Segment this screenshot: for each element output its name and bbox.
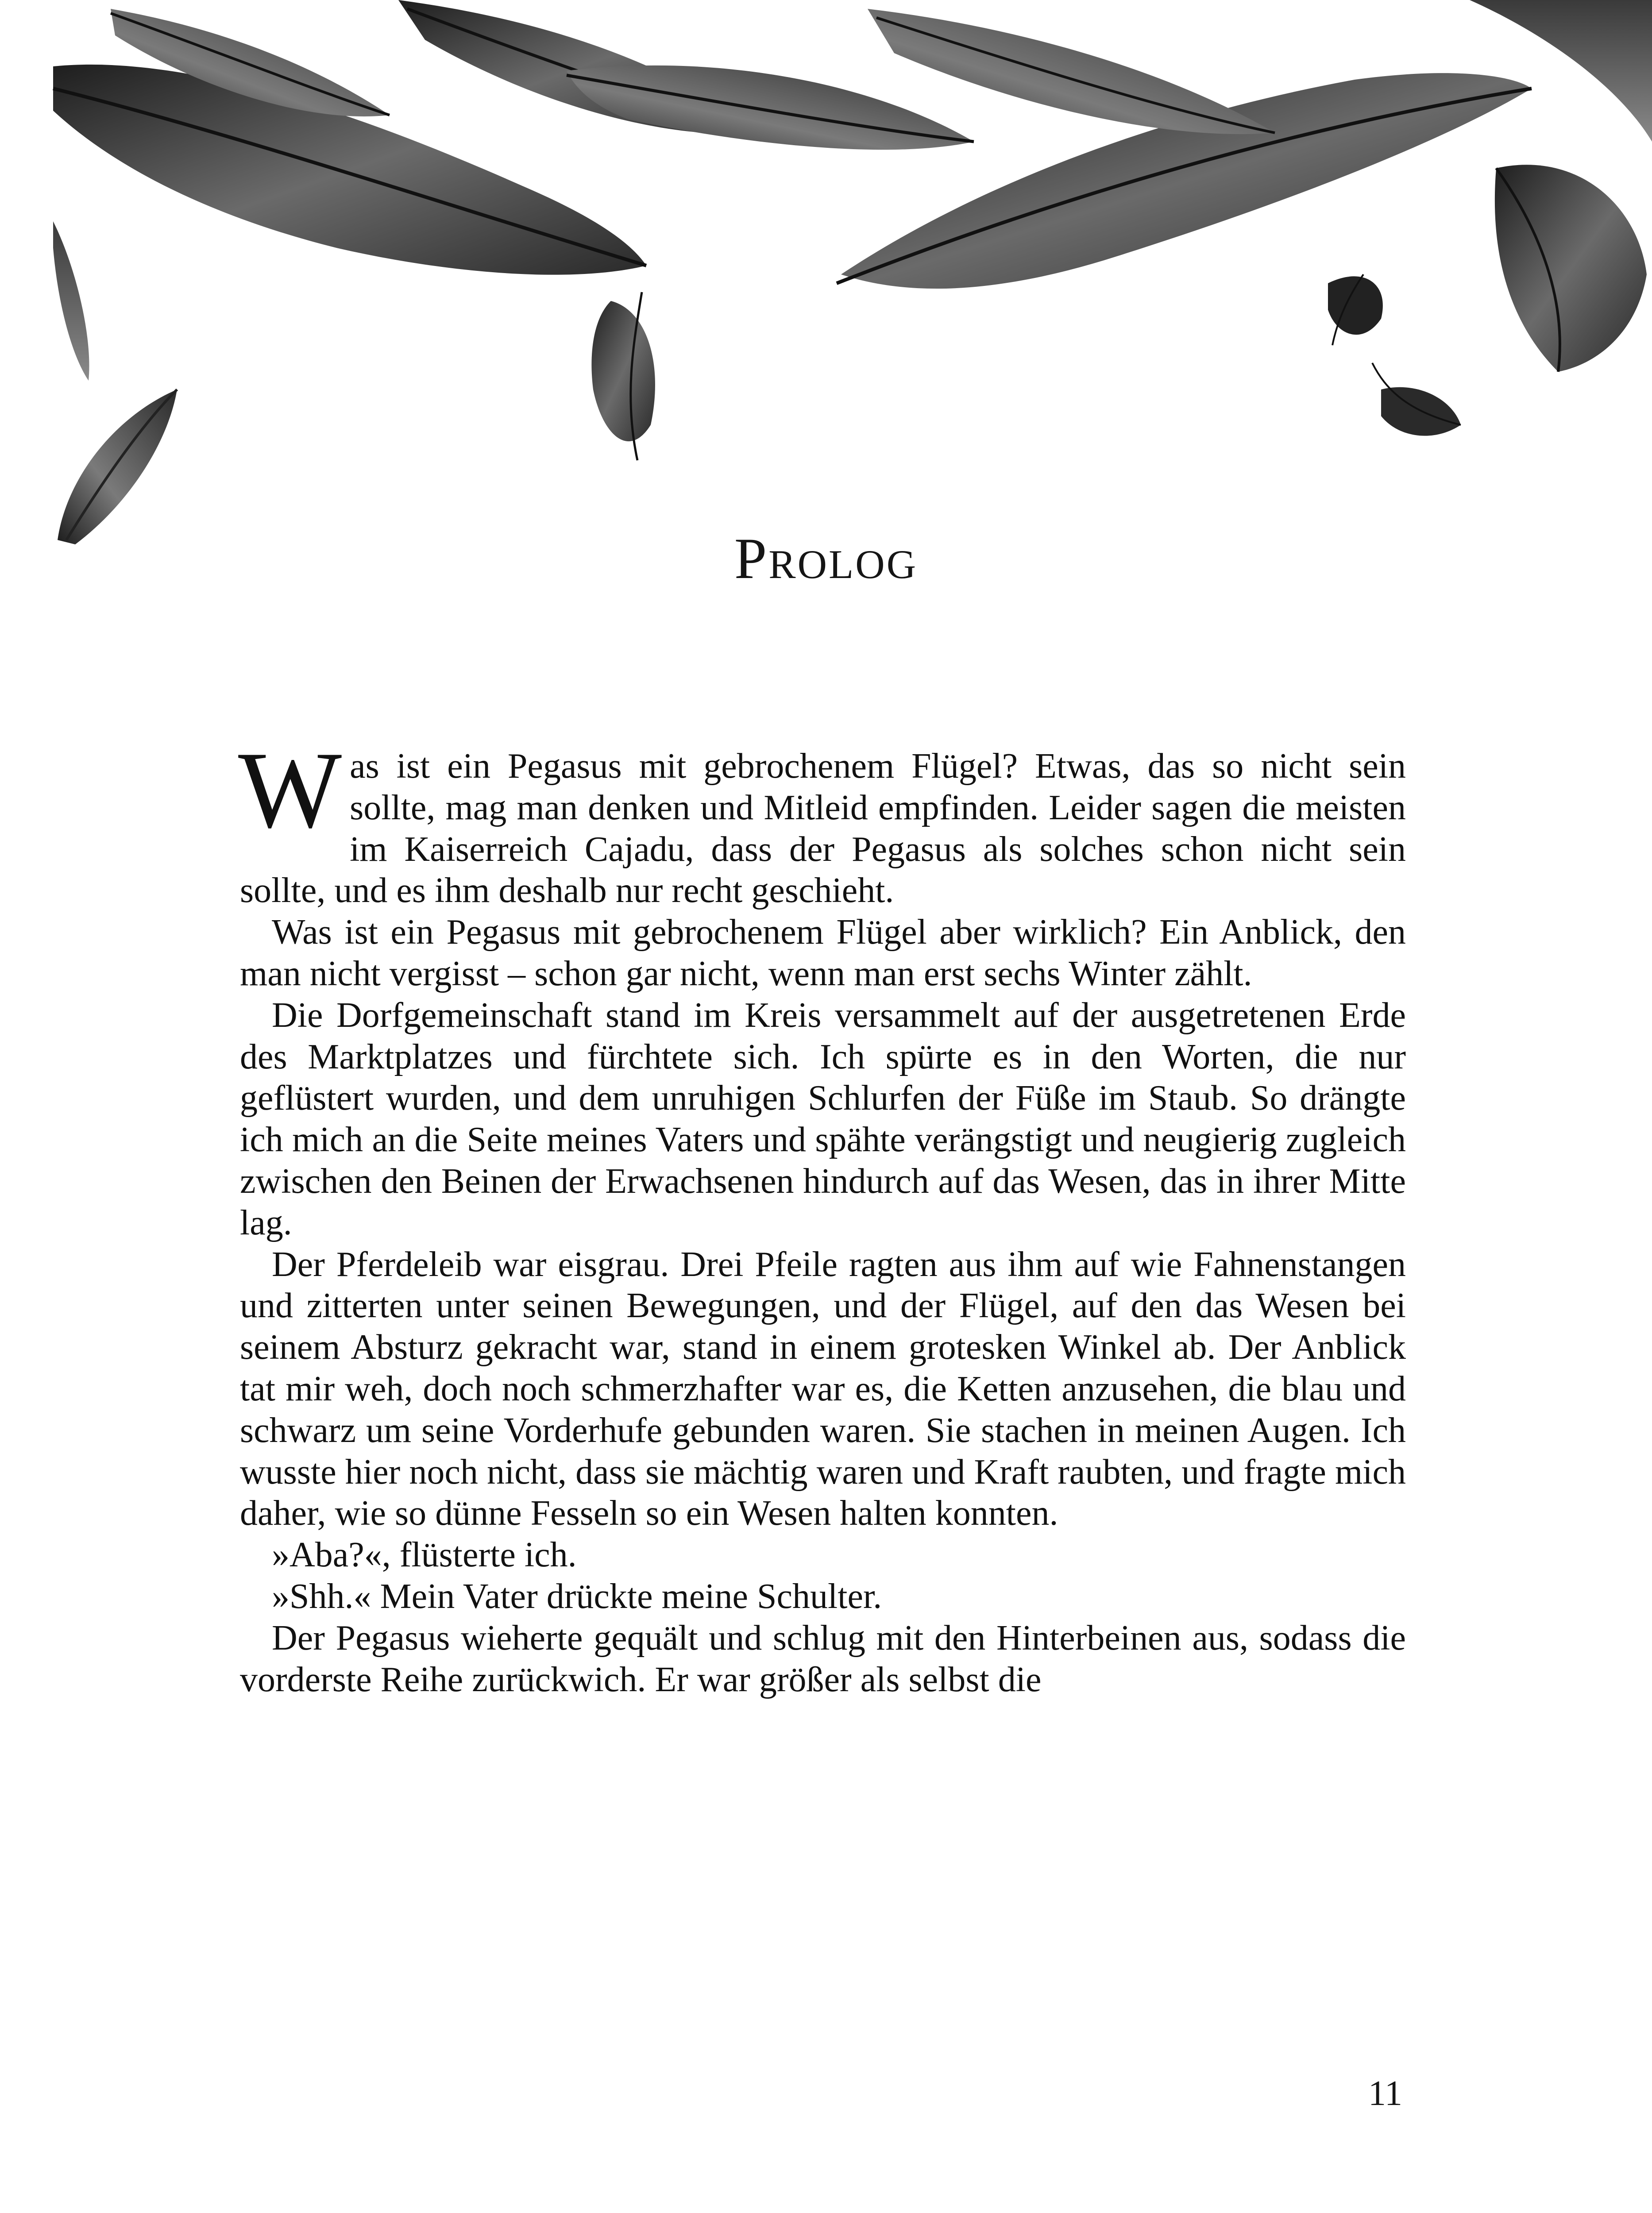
feather-left-bottom [58,389,177,544]
drop-cap: W [238,729,342,851]
feather-right-spiky [1495,165,1647,372]
chapter-title: Prolog [734,526,918,591]
feather-small-right-1 [1328,274,1383,345]
paragraph: Der Pferdeleib war eisgrau. Drei Pfeile ragten aus ihm auf wie Fahnenstangen und zitterten unter seinen Bewegungen, und der Flügel, auf den das Wesen bei seinem Absturz gekracht war, stand in einem grotesken Winkel ab. Der Anblick tat mir weh, doch noch schmerzhafter war es, die Ketten anzusehen, die blau und schwarz um seine Vorderhufe gebunden waren. Sie stachen in meinen Augen. Ich wusste hier noch nicht, dass sie mächtig waren und Kraft raubten, und fragte mich daher, wie so dünne Fesseln so ein Wesen halten konnten. [240,1245,1406,1533]
page-number: 11 [1368,2074,1402,2113]
paragraph [238,729,1406,912]
feather-illustration [0,0,1652,549]
feather-left-edge [53,221,89,381]
feather-center-large [567,66,974,150]
paragraph-text: as ist ein Pegasus mit gebrochenem Flügel? Etwas, das so nicht sein sollte, mag man denken und Mitleid empfinden. Leider sagen die meisten im Kaiserreich Cajadu, dass der Pegasus als solches schon nicht sein sollte, und es ihm deshalb nur recht geschieht. [240,747,1406,910]
feather-top-right [868,9,1275,134]
paragraph: Was ist ein Pegasus mit gebrochenem Flügel aber wirklich? Ein Anblick, den man nicht vergisst – schon gar nicht, wenn man erst sechs Winter zählt. [240,913,1406,993]
paragraph: »Aba?«, flüsterte ich. [272,1535,577,1575]
paragraph: »Shh.« Mein Vater drückte meine Schulter. [272,1577,882,1616]
feather-small-right-2 [1372,363,1461,436]
feather-small-center [591,292,655,460]
paragraph: Die Dorfgemeinschaft stand im Kreis versammelt auf der ausgetretenen Erde des Marktplatzes und fürchtete sich. Ich spürte es in den Worten, die nur geflüstert wurden, und dem unruhigen Schlurfen der Füße im Staub. So drängte ich mich an die Seite meines Vaters und spähte verängstigt und neugierig zugleich zwischen den Beinen der Erwachsenen hindurch auf das Wesen, das in ihrer Mitte lag. [240,995,1406,1242]
paragraph: Der Pegasus wieherte gequält und schlug mit den Hinterbeinen aus, sodass die vorderste Reihe zurückwich. Er war größer als selbst die [240,1618,1406,1699]
body-text [238,729,1406,1700]
feather-right-edge [1470,0,1652,142]
